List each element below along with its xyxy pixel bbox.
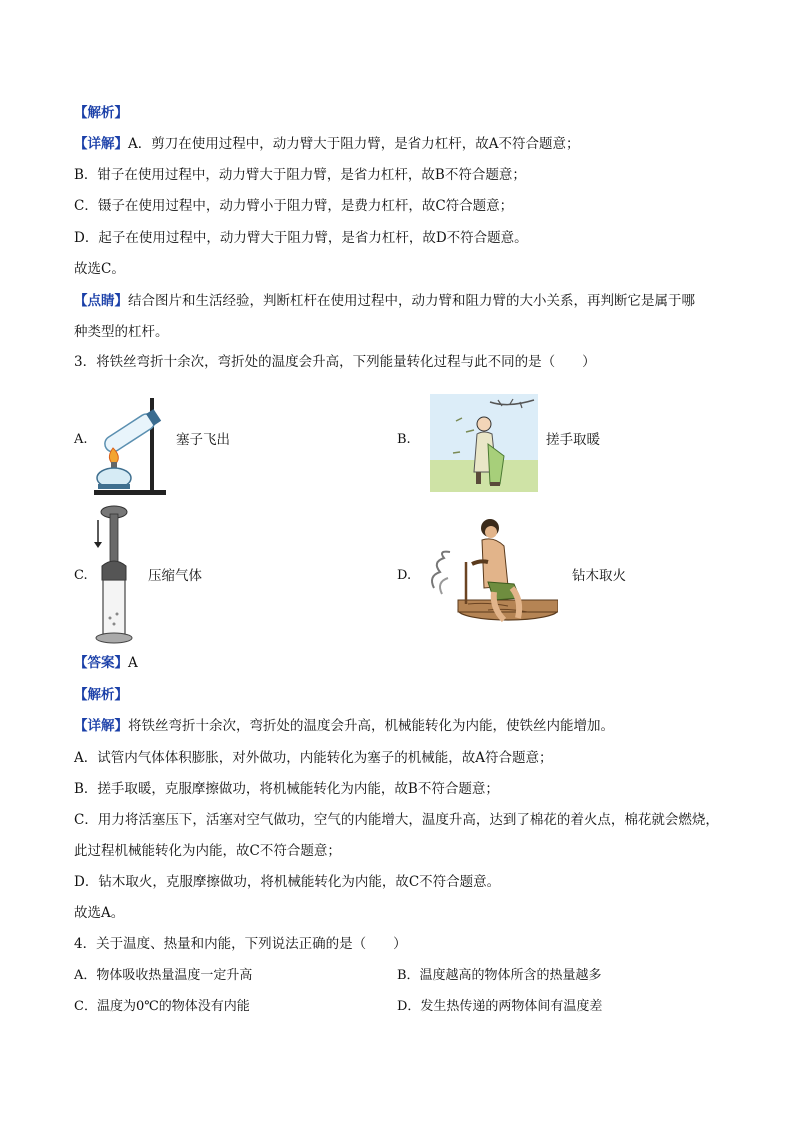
option-c-letter: C. — [74, 568, 88, 583]
choice-line-2: 故选A。 — [74, 905, 125, 921]
option-a-caption: 塞子飞出 — [176, 432, 230, 448]
answer-line — [74, 654, 138, 672]
q4-option-d: D．发生热传递的两物体间有温度差 — [397, 999, 603, 1014]
option-b-letter: B. — [397, 432, 411, 447]
comment-tag: 【点睛】 — [74, 293, 128, 309]
answer-tag: 【答案】 — [74, 655, 128, 671]
detail-line-c: C．镊子在使用过程中，动力臂小于阻力臂，是费力杠杆，故C符合题意； — [74, 198, 514, 214]
q4-option-b: B．温度越高的物体所含的热量越多 — [397, 968, 602, 983]
explain-c-1: C．用力将活塞压下，活塞对空气做功，空气的内能增大，温度升高，达到了棉花的着火点，棉花就会燃烧， — [74, 812, 719, 828]
detail-tag-2: 【详解】 — [74, 718, 128, 734]
comment-line-1 — [74, 292, 695, 310]
analysis-heading: 【解析】 — [74, 105, 128, 121]
explain-a: A．试管内气体体积膨胀，对外做功，内能转化为塞子的机械能，故A符合题意； — [74, 750, 553, 766]
detail-line-b: B．钳子在使用过程中，动力臂大于阻力臂，是省力杠杆，故B不符合题意； — [74, 167, 526, 183]
piston-cylinder-icon — [90, 500, 140, 646]
detail-line-a — [74, 135, 580, 153]
q4-option-a: A．物体吸收热量温度一定升高 — [74, 968, 253, 983]
detail-text: A．剪刀在使用过程中，动力臂大于阻力臂，是省力杠杆，故A不符合题意； — [128, 136, 580, 152]
question-4-stem: 4．关于温度、热量和内能，下列说法正确的是（ ） — [74, 936, 407, 952]
option-d-letter: D. — [397, 568, 412, 583]
analysis-heading-2: 【解析】 — [74, 687, 128, 703]
detail-line-q3 — [74, 717, 614, 735]
comment-line-2: 种类型的杠杆。 — [74, 324, 169, 340]
option-c-caption: 压缩气体 — [148, 568, 202, 584]
question-3-stem: 3．将铁丝弯折十余次，弯折处的温度会升高，下列能量转化过程与此不同的是（ ） — [74, 354, 596, 370]
answer-value: A — [128, 655, 138, 671]
test-tube-burner-icon — [88, 386, 172, 498]
option-d-caption: 钻木取火 — [572, 568, 626, 584]
drilling-wood-fire-icon — [428, 516, 558, 630]
explain-d: D．钻木取火，克服摩擦做功，将机械能转化为内能，故C不符合题意。 — [74, 874, 501, 890]
detail-text-2: 将铁丝弯折十余次，弯折处的温度会升高，机械能转化为内能，使铁丝内能增加。 — [128, 718, 614, 734]
option-b-caption: 搓手取暖 — [546, 432, 600, 448]
detail-line-d: D．起子在使用过程中，动力臂大于阻力臂，是省力杠杆，故D不符合题意。 — [74, 230, 528, 246]
choice-line: 故选C。 — [74, 261, 125, 277]
option-a-letter: A. — [74, 432, 88, 447]
q4-option-c: C．温度为0℃的物体没有内能 — [74, 999, 250, 1014]
explain-b: B．搓手取暖，克服摩擦做功，将机械能转化为内能，故B不符合题意； — [74, 781, 499, 797]
comment-text-1: 结合图片和生活经验，判断杠杆在使用过程中，动力臂和阻力臂的大小关系，再判断它是属于哪 — [128, 293, 695, 309]
explain-c-2: 此过程机械能转化为内能，故C不符合题意； — [74, 843, 341, 859]
rubbing-hands-person-icon — [430, 394, 538, 492]
detail-tag: 【详解】 — [74, 136, 128, 152]
